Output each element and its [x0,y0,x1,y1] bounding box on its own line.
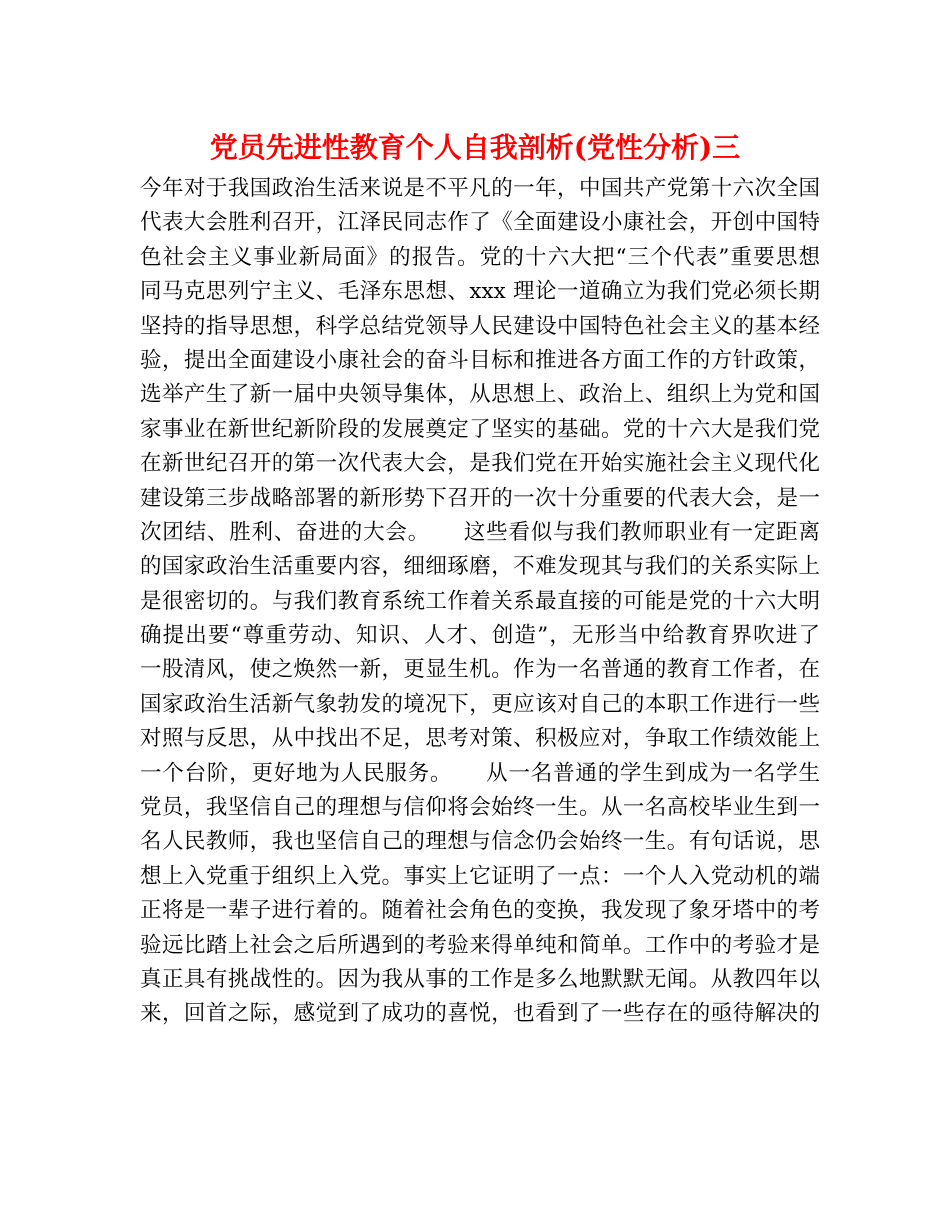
body-line: 色社会主义事业新局面》的报告。党的十六大把“三个代表”重要思想 [140,244,820,270]
body-line: 确提出要“尊重劳动、知识、人才、创造”，无形当中给教育界吹进了 [140,623,820,649]
body-line: 正将是一辈子进行着的。随着社会角色的变换，我发现了象牙塔中的考 [140,898,820,924]
body-line: 代表大会胜利召开，江泽民同志作了《全面建设小康社会，开创中国特 [140,210,820,236]
body-line: 验，提出全面建设小康社会的奋斗目标和推进各方面工作的方针政策， [140,347,820,373]
body-line: 名人民教师，我也坚信自己的理想与信念仍会始终一生。有句话说，思 [140,829,820,855]
body-line: 党员，我坚信自己的理想与信仰将会始终一生。从一名高校毕业生到一 [140,795,820,821]
body-line: 今年对于我国政治生活来说是不平凡的一年，中国共产党第十六次全国 [140,176,820,201]
body-line: 验远比踏上社会之后所遇到的考验来得单纯和简单。工作中的考验才是 [140,932,820,958]
body-line: 坚持的指导思想，科学总结党领导人民建设中国特色社会主义的基本经 [140,313,820,339]
body-line: 同马克思列宁主义、毛泽东思想、xxx 理论一道确立为我们党必须长期 [140,279,820,305]
document-body [140,172,820,1032]
body-line: 对照与反思，从中找出不足，思考对策、积极应对，争取工作绩效能上 [140,726,820,752]
body-line: 的国家政治生活重要内容，细细琢磨，不难发现其与我们的关系实际上 [140,554,820,580]
body-line: 次团结、胜利、奋进的大会。 这些看似与我们教师职业有一定距离 [140,519,820,545]
body-line: 一个台阶，更好地为人民服务。 从一名普通的学生到成为一名学生 [140,760,820,786]
body-line: 一股清风，使之焕然一新，更显生机。作为一名普通的教育工作者，在 [140,657,820,683]
body-line: 选举产生了新一届中央领导集体，从思想上、政治上、组织上为党和国 [140,382,820,408]
body-line: 建设第三步战略部署的新形势下召开的一次十分重要的代表大会，是一 [140,485,820,511]
document-title: 党员先进性教育个人自我剖析(党性分析)三 [209,131,741,164]
body-line: 家事业在新世纪新阶段的发展奠定了坚实的基础。党的十六大是我们党 [140,416,820,442]
body-line: 是很密切的。与我们教育系统工作着关系最直接的可能是党的十六大明 [140,588,820,614]
body-line: 国家政治生活新气象勃发的境况下，更应该对自己的本职工作进行一些 [140,691,820,717]
body-line: 想上入党重于组织上入党。事实上它证明了一点：一个人入党动机的端 [140,863,820,889]
body-line: 在新世纪召开的第一次代表大会，是我们党在开始实施社会主义现代化 [140,451,820,477]
body-line: 来，回首之际，感觉到了成功的喜悦，也看到了一些存在的亟待解决的 [140,1001,820,1027]
body-line: 真正具有挑战性的。因为我从事的工作是多么地默默无闻。从教四年以 [140,966,820,992]
